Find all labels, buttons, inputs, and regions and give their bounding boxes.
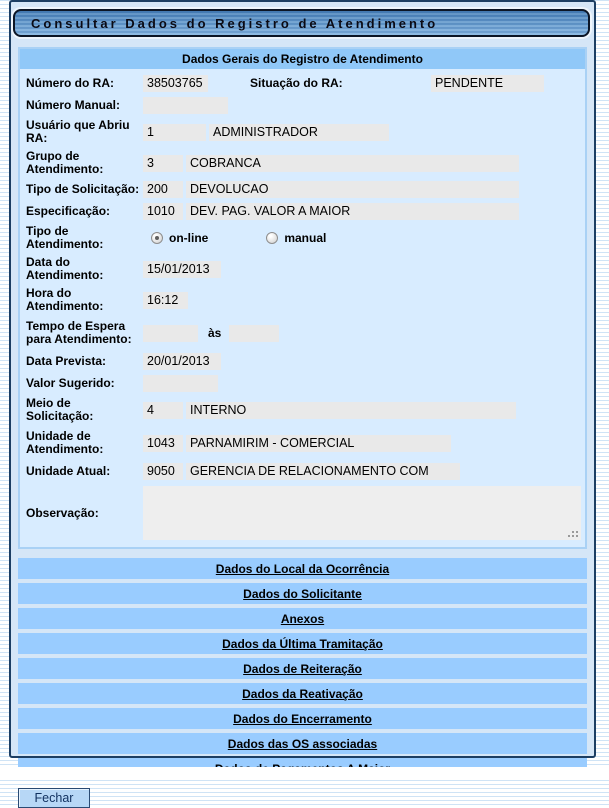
usuario-abriu-desc-field: ADMINISTRADOR [209,124,389,141]
hora-atendimento-label: Hora do Atendimento: [26,286,104,313]
section-link-label[interactable]: Dados da Última Tramitação [222,637,383,651]
panel-header: Dados Gerais do Registro de Atendimento [20,49,585,69]
row-unidade-atual [26,463,581,480]
especificacao-code-field: 1010 [143,203,183,220]
unidade-atual-code-field: 9050 [143,463,183,480]
section-link-label[interactable]: Dados das OS associadas [227,737,378,751]
unidade-atual-desc-field: GERENCIA DE RELACIONAMENTO COM [186,463,460,480]
unidade-atual-label: Unidade Atual: [26,464,111,478]
grupo-atendimento-desc-field: COBRANCA [186,155,519,172]
meio-solicitacao-label: Meio de Solicitação: [26,396,94,423]
observacao-textarea[interactable] [143,486,581,540]
section-link-anexos[interactable] [18,608,587,629]
row-tipo-atendimento [26,225,581,251]
row-tipo-solicitacao [26,181,581,198]
section-link-local-ocorrencia[interactable] [18,558,587,579]
radio-manual[interactable] [266,232,278,244]
radio-online-label: on-line [169,231,209,245]
data-atendimento-field: 15/01/2013 [143,261,221,278]
valor-sugerido-field [143,375,218,392]
row-numero-manual [26,97,581,114]
section-link-reiteracao[interactable] [18,658,587,679]
section-links [11,558,594,779]
section-link-reativacao[interactable] [18,683,587,704]
valor-sugerido-label: Valor Sugerido: [26,376,115,390]
usuario-abriu-label: Usuário que Abriu RA: [26,118,130,145]
row-meio-solicitacao [26,397,581,423]
situacao-ra-label: Situação do RA: [250,76,343,90]
hora-atendimento-field: 16:12 [143,292,188,309]
numero-ra-label: Número do RA: [26,76,114,90]
tipo-solicitacao-code-field: 200 [143,181,183,198]
situacao-ra-field: PENDENTE [431,75,544,92]
unidade-atendimento-desc-field: PARNAMIRIM - COMERCIAL [186,435,451,452]
section-link-encerramento[interactable] [18,708,587,729]
tempo-espera-from-field [143,325,198,342]
row-data-prevista [26,353,581,370]
unidade-atendimento-code-field: 1043 [143,435,183,452]
row-usuario-abriu [26,119,581,145]
tempo-espera-to-field [229,325,279,342]
app-window [9,0,596,805]
section-link-os-associadas[interactable] [18,733,587,754]
meio-solicitacao-desc-field: INTERNO [186,402,516,419]
meio-solicitacao-code-field: 4 [143,402,183,419]
tempo-espera-label: Tempo de Espera para Atendimento: [26,319,132,346]
section-link-label[interactable]: Anexos [280,612,325,626]
row-hora-atendimento [26,287,581,313]
row-observacao [26,485,581,541]
grupo-atendimento-code-field: 3 [143,155,183,172]
numero-ra-field: 38503765 [143,75,208,92]
section-link-solicitante[interactable] [18,583,587,604]
radio-online[interactable] [151,232,163,244]
window-titlebar [13,9,590,37]
unidade-atendimento-label: Unidade de Atendimento: [26,429,104,456]
form-body [20,69,585,547]
footer [18,788,594,808]
tipo-atendimento-label: Tipo de Atendimento: [26,224,104,251]
numero-manual-label: Número Manual: [26,98,121,112]
section-link-ultima-tramitacao[interactable] [18,633,587,654]
row-numero-ra [26,75,581,92]
observacao-label: Observação: [26,505,99,520]
numero-manual-field [143,97,228,114]
radio-manual-label: manual [284,231,327,245]
page-title: Consultar Dados do Registro de Atendimento [31,15,439,31]
data-prevista-field: 20/01/2013 [143,353,221,370]
row-data-atendimento [26,256,581,282]
usuario-abriu-code-field: 1 [143,124,206,141]
grupo-atendimento-label: Grupo de Atendimento: [26,149,104,176]
tipo-solicitacao-label: Tipo de Solicitação: [26,182,140,196]
section-link-label[interactable]: Dados do Solicitante [243,587,362,601]
section-link-label[interactable]: Dados do Encerramento [233,712,372,726]
tempo-espera-separator: às [208,326,222,340]
dados-gerais-panel [18,47,587,549]
section-link-label[interactable]: Dados da Reativação [242,687,363,701]
section-link-label[interactable]: Dados de Reiteração [243,662,362,676]
row-especificacao [26,203,581,220]
row-valor-sugerido [26,375,581,392]
data-prevista-label: Data Prevista: [26,354,107,368]
close-button[interactable]: Fechar [18,788,90,808]
row-grupo-atendimento [26,150,581,176]
resize-grip-icon[interactable] [576,535,578,537]
especificacao-label: Especificação: [26,204,111,218]
especificacao-desc-field: DEV. PAG. VALOR A MAIOR [186,203,519,220]
row-tempo-espera [26,318,581,348]
row-unidade-atendimento [26,428,581,458]
tipo-solicitacao-desc-field: DEVOLUCAO [186,181,519,198]
data-atendimento-label: Data do Atendimento: [26,255,104,282]
section-link-label[interactable]: Dados do Local da Ocorrência [215,562,390,576]
bottom-strip [0,767,609,780]
